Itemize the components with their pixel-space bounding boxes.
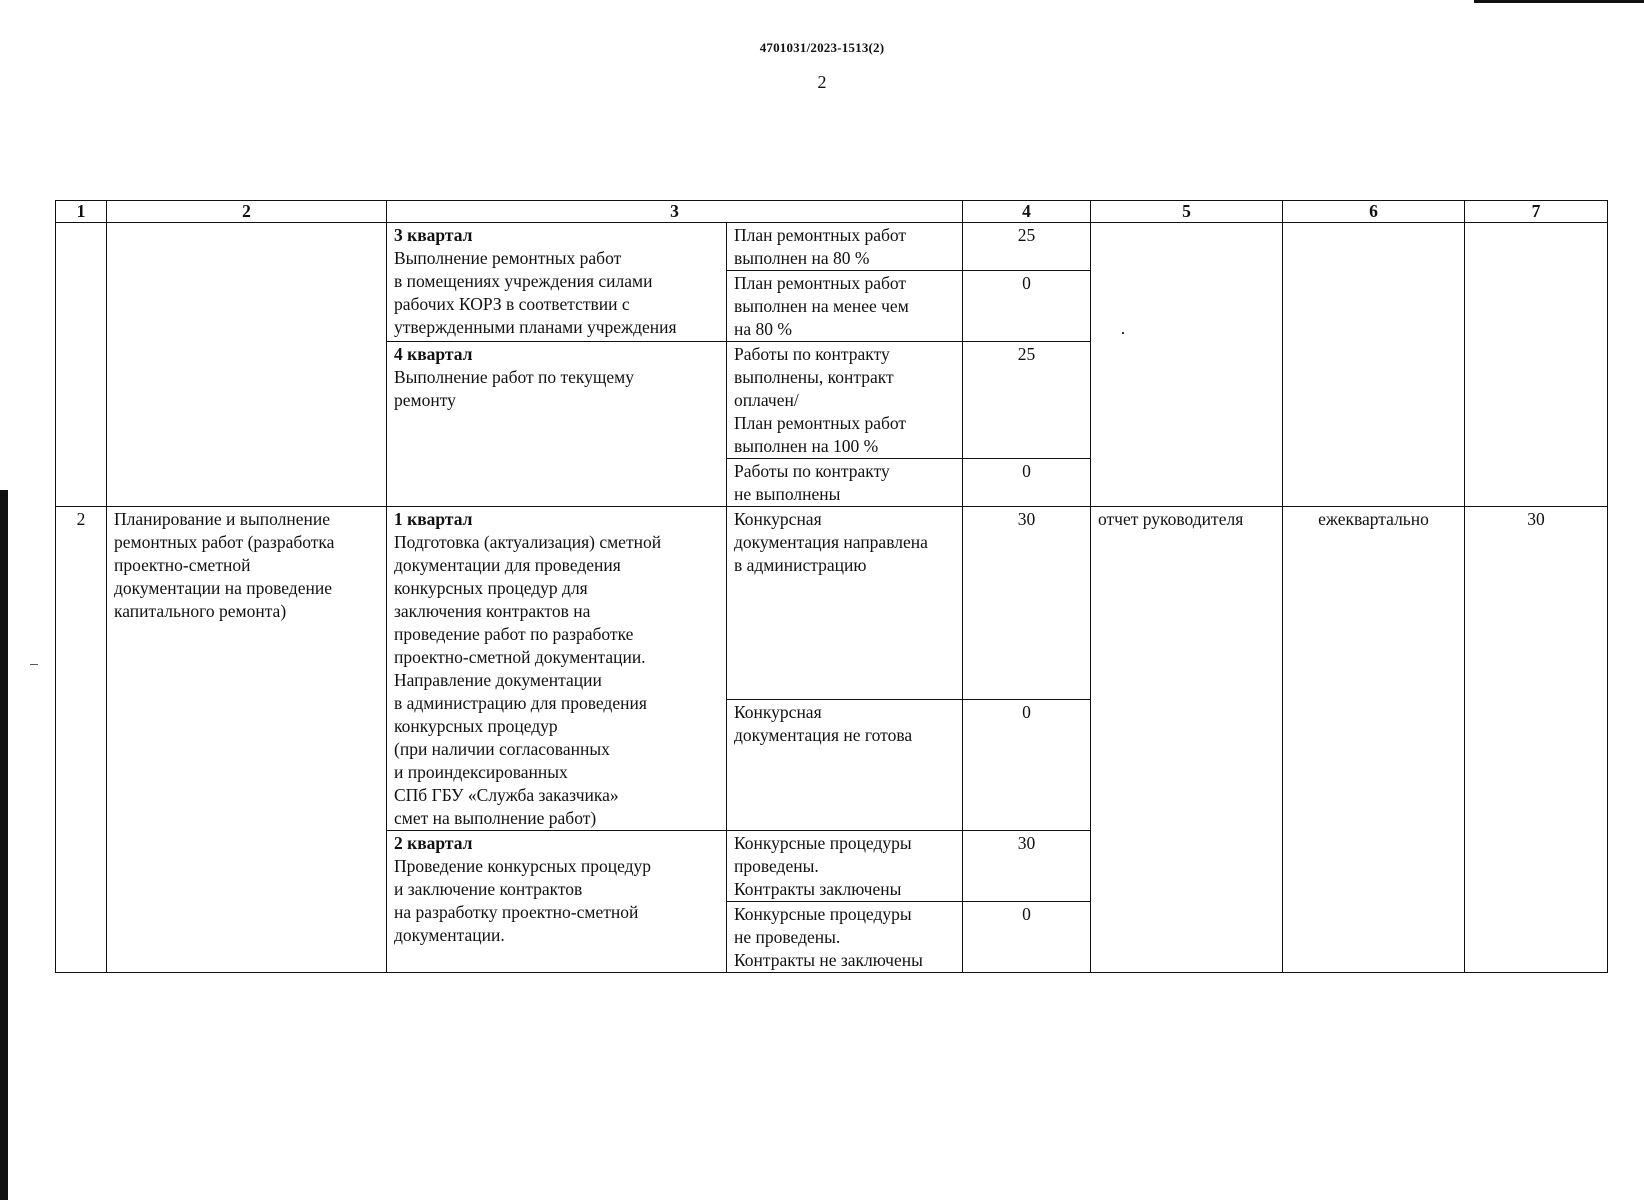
row2-name: Планирование и выполнение ремонтных работ (разработка проектно-сметной документации на проведение капитального ремонта): [114, 509, 335, 621]
row2-number-cell: 2: [56, 507, 107, 973]
table-row: [56, 507, 1608, 700]
table-row: [56, 223, 1608, 271]
outcome-cell: [727, 507, 963, 700]
outcome-text: Работы по контракту выполнены, контракт оплачен/ План ремонтных работ выполнен на 100 %: [734, 344, 907, 456]
score-cell: 25: [963, 342, 1091, 459]
criteria-table: [55, 200, 1608, 973]
score-cell: 0: [963, 700, 1091, 831]
score-cell: 30: [963, 831, 1091, 902]
outcome-cell: [727, 459, 963, 507]
outcome-cell: [727, 223, 963, 271]
score-cell: 0: [963, 271, 1091, 342]
outcome-text: План ремонтных работ выполнен на менее чем на 80 %: [734, 273, 909, 339]
header-col-4: 4: [963, 201, 1091, 223]
scan-edge-top: [1474, 0, 1644, 3]
q3-title: 3 квартал: [394, 225, 473, 245]
document-number: 4701031/2023-1513(2): [759, 40, 885, 55]
outcome-text: Конкурсные процедуры проведены. Контракты заключены: [734, 833, 912, 899]
q3-task-cell: [387, 223, 727, 342]
scan-edge-left: [0, 490, 8, 1200]
header-col-6: 6: [1283, 201, 1465, 223]
page-number: 2: [817, 72, 827, 92]
q2-title: 2 квартал: [394, 833, 473, 853]
q1-text: Подготовка (актуализация) сметной документации для проведения конкурсных процедур для заключения контрактов на проведение работ по разработке проектно-сметной документации. Направление документации в администрацию для проведения конкурсных процедур (при наличии согласованных и проиндексированных СПб ГБУ «Служба заказчика» смет на выполнение работ): [394, 532, 662, 828]
header-col-1: 1: [56, 201, 107, 223]
score-cell: 0: [963, 902, 1091, 973]
q1-title: 1 квартал: [394, 509, 473, 529]
outcome-cell: [727, 271, 963, 342]
row1-number-cell: [56, 223, 107, 507]
outcome-text: Работы по контракту не выполнены: [734, 461, 890, 504]
outcome-cell: [727, 902, 963, 973]
header-col-2: 2: [107, 201, 387, 223]
scan-mark: [30, 664, 38, 665]
row2-report-cell: отчет руководителя: [1091, 507, 1283, 973]
outcome-text: Конкурсные процедуры не проведены. Контракты не заключены: [734, 904, 923, 970]
row2-period-cell: ежеквартально: [1283, 507, 1465, 973]
q4-title: 4 квартал: [394, 344, 473, 364]
header-col-3: 3: [387, 201, 963, 223]
score-cell: 25: [963, 223, 1091, 271]
q3-text: Выполнение ремонтных работ в помещениях учреждения силами рабочих КОРЗ в соответствии с утвержденными планами учреждения: [394, 248, 677, 337]
outcome-text: Конкурсная документация не готова: [734, 702, 913, 746]
header-col-7: 7: [1465, 201, 1608, 223]
outcome-cell: [727, 700, 963, 831]
row2-name-cell: [107, 507, 387, 973]
q1-task-cell: [387, 507, 727, 831]
header-row: [56, 201, 1608, 223]
score-cell: 0: [963, 459, 1091, 507]
score-cell: 30: [963, 507, 1091, 700]
q4-text: Выполнение работ по текущему ремонту: [394, 367, 634, 410]
row1-name-cell: [107, 223, 387, 507]
row1-period-cell: [1283, 223, 1465, 507]
q4-task-cell: [387, 342, 727, 507]
row1-max-cell: [1465, 223, 1608, 507]
row2-max-cell: 30: [1465, 507, 1608, 973]
row1-report-cell: [1091, 223, 1283, 507]
outcome-text: План ремонтных работ выполнен на 80 %: [734, 225, 907, 268]
q2-task-cell: [387, 831, 727, 973]
header-col-5: 5: [1091, 201, 1283, 223]
outcome-text: Конкурсная документация направлена в администрацию: [734, 509, 928, 575]
outcome-cell: [727, 831, 963, 902]
q2-text: Проведение конкурсных процедур и заключение контрактов на разработку проектно-сметной документации.: [394, 856, 652, 945]
outcome-cell: [727, 342, 963, 459]
